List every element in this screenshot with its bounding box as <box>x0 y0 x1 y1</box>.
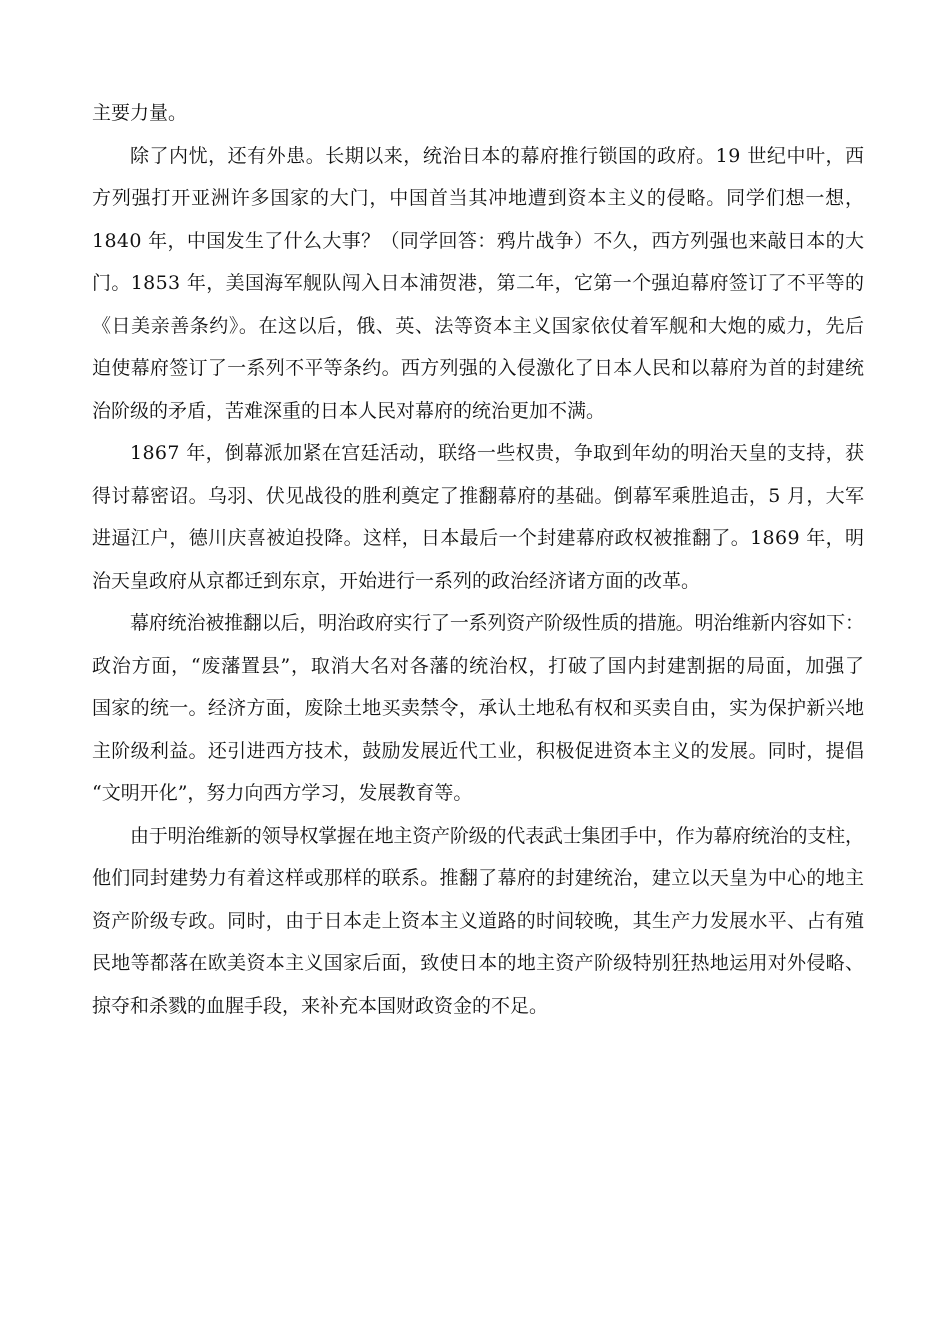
text-line: 得讨幕密诏。乌羽、伏见战役的胜利奠定了推翻幕府的基础。倒幕军乘胜追击，5 月，大军 <box>92 484 865 507</box>
text-line: 迫使幕府签订了一系列不平等条约。西方列强的入侵激化了日本人民和以幕府为首的封建统 <box>92 357 865 379</box>
text-line: 主要力量。 <box>92 102 188 124</box>
document-body <box>92 92 864 1027</box>
text-line: 除了内忧，还有外患。长期以来，统治日本的幕府推行锁国的政府。19 世纪中叶，西 <box>130 144 865 167</box>
text-line: 民地等都落在欧美资本主义国家后面，致使日本的地主资产阶级特别狂热地运用对外侵略、 <box>92 952 865 974</box>
text-line: 掠夺和杀戮的血腥手段，来补充本国财政资金的不足。 <box>92 994 549 1017</box>
text-line: 幕府统治被推翻以后，明治政府实行了一系列资产阶级性质的措施。明治维新内容如下： <box>130 612 864 634</box>
text-line: 治阶级的矛盾，苦难深重的日本人民对幕府的统治更加不满。 <box>92 399 606 422</box>
text-line: 《日美亲善条约》。在这以后，俄、英、法等资本主义国家依仗着军舰和大炮的威力，先后 <box>92 314 865 337</box>
text-line: “文明开化”，努力向西方学习，发展教育等。 <box>92 782 473 804</box>
text-line: 进逼江户，德川庆喜被迫投降。这样，日本最后一个封建幕府政权被推翻了。1869 年，明 <box>92 527 865 549</box>
text-line: 治天皇政府从京都迁到东京，开始进行一系列的政治经济诸方面的改革。 <box>92 569 701 592</box>
text-line: 门。1853 年，美国海军舰队闯入日本浦贺港，第二年，它第一个强迫幕府签订了不平等的 <box>92 272 865 294</box>
text-line: 他们同封建势力有着这样或那样的联系。推翻了幕府的封建统治，建立以天皇为中心的地主 <box>92 867 865 889</box>
text-line: 1867 年，倒幕派加紧在宫廷活动，联络一些权贵，争取到年幼的明治天皇的支持，获 <box>130 442 865 464</box>
text-line: 政治方面，“废藩置县”，取消大名对各藩的统治权，打破了国内封建割据的局面，加强了 <box>92 654 865 677</box>
text-line: 国家的统一。经济方面，废除土地买卖禁令，承认土地私有权和买卖自由，实为保护新兴地 <box>92 697 865 719</box>
text-line: 由于明治维新的领导权掌握在地主资产阶级的代表武士集团手中，作为幕府统治的支柱， <box>130 824 864 847</box>
text-line: 1840 年，中国发生了什么大事？（同学回答：鸦片战争）不久，西方列强也来敲日本的大 <box>92 229 865 252</box>
text-line: 方列强打开亚洲许多国家的大门，中国首当其冲地遭到资本主义的侵略。同学们想一想， <box>92 187 865 209</box>
text-line: 主阶级利益。还引进西方技术，鼓励发展近代工业，积极促进资本主义的发展。同时，提倡 <box>92 739 865 762</box>
text-line: 资产阶级专政。同时，由于日本走上资本主义道路的时间较晚，其生产力发展水平、占有殖 <box>92 909 865 932</box>
